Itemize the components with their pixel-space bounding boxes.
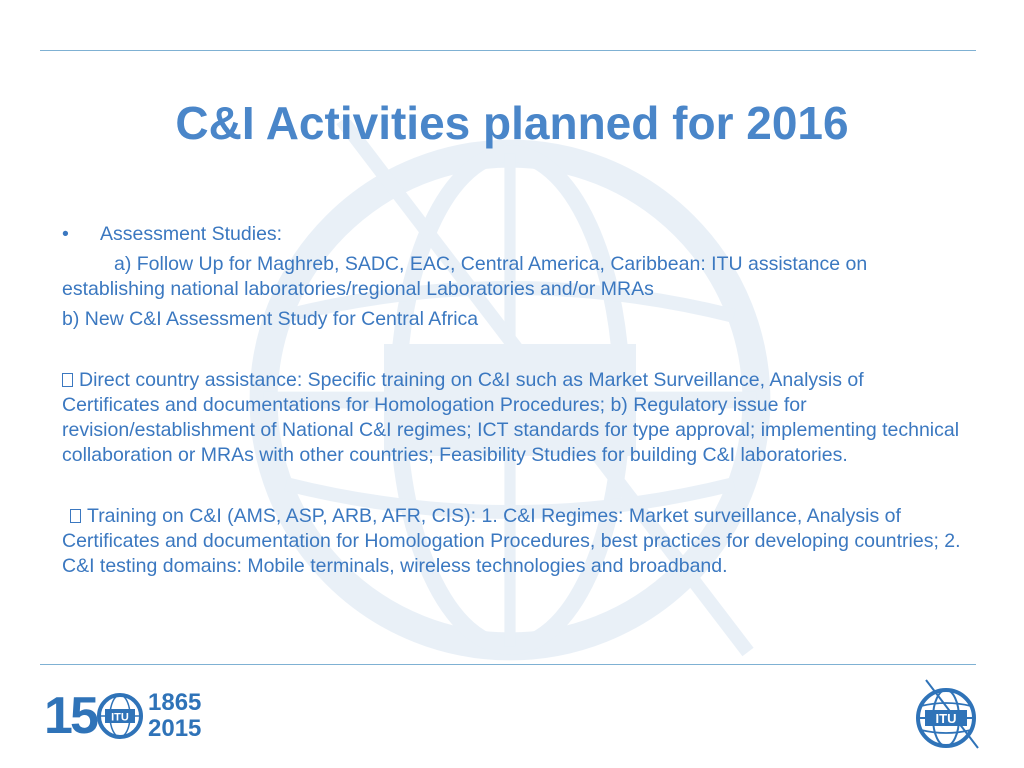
- year-end: 2015: [148, 715, 202, 742]
- assessment-heading-line: [62, 222, 962, 247]
- anniversary-digit-one: 1: [44, 687, 73, 745]
- assessment-item-a: a) Follow Up for Maghreb, SADC, EAC, Central America, Caribbean: ITU assistance on establishing national laboratories/regional Laboratories and/or MRAs: [62, 253, 868, 300]
- year-start: 1865: [148, 689, 202, 716]
- missing-glyph-icon: [62, 373, 73, 387]
- top-divider: [40, 50, 976, 51]
- direct-assistance-text: Direct country assistance: Specific training on C&I such as Market Surveillance, Analysis of Certificates and documentations for Homologation Procedures; b) Regulatory issue for revision/establishment of National C&I regimes; ICT standards for type approval; implementing technical collaboration or MRAs with other countries; Feasibility Studies for building C&I laboratories.: [62, 369, 960, 466]
- itu-logo-icon: [912, 676, 984, 752]
- assessment-item-b: b) New C&I Assessment Study for Central Africa: [62, 308, 479, 330]
- assessment-heading: Assessment Studies:: [100, 223, 283, 245]
- training-text: Training on C&I (AMS, ASP, ARB, AFR, CIS): 1. C&I Regimes: Market surveillance, Analysis of Certificates and documentation for Homologation Procedures, best practices for developing countries; 2. C&I testing domains: Mobile terminals, wireless technologies and broadband.: [62, 505, 961, 577]
- itu-logo-text: ITU: [935, 711, 957, 726]
- direct-assistance-paragraph: [62, 368, 962, 468]
- anniversary-logo-text: ITU: [111, 711, 129, 724]
- missing-glyph-icon: [70, 509, 81, 523]
- slide-title: C&I Activities planned for 2016: [175, 97, 849, 149]
- anniversary-years: [148, 690, 201, 742]
- anniversary-digit-five: 5: [70, 687, 99, 745]
- itu-150-anniversary-logo: [44, 686, 204, 746]
- bottom-divider: [40, 664, 976, 665]
- training-paragraph: [62, 504, 962, 579]
- bullet-icon: •: [62, 223, 69, 245]
- itu-globe-icon: [96, 692, 144, 740]
- slide-body: [62, 222, 962, 579]
